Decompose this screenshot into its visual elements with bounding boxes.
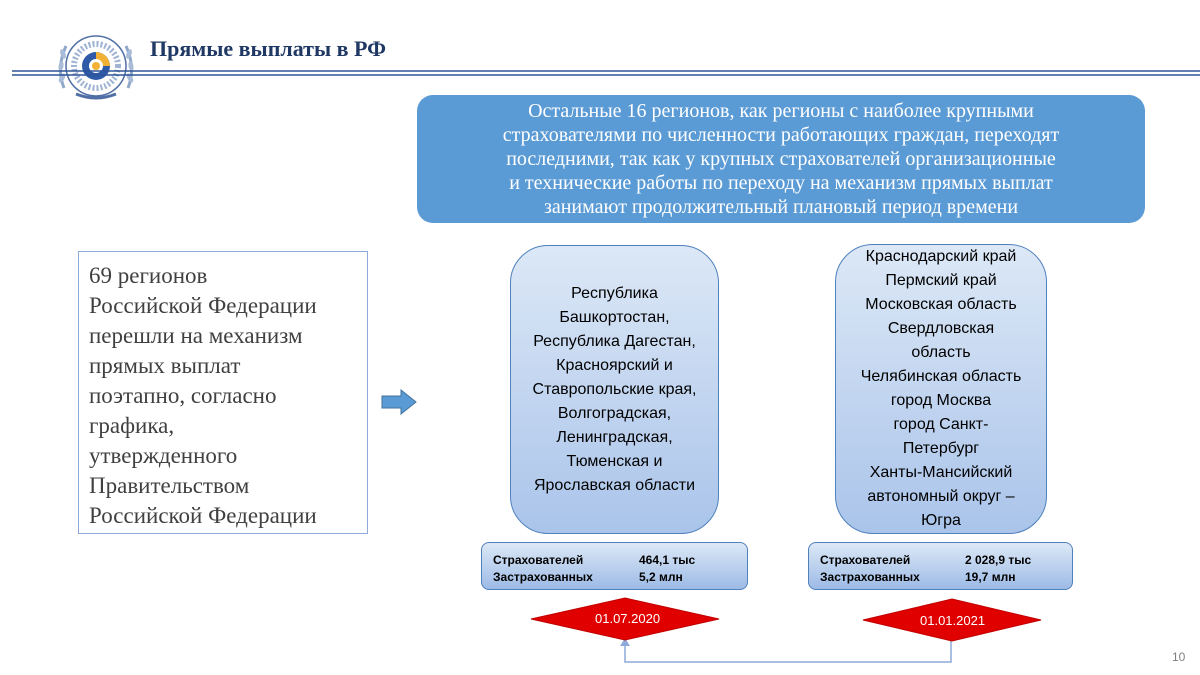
region-line: Тюменская и — [566, 452, 663, 470]
insurers-label: Страхователей — [820, 553, 911, 567]
region-line: Республика Дагестан, — [533, 332, 696, 350]
region-line: Башкортостан, — [559, 308, 670, 326]
region-line: Югра — [921, 512, 961, 529]
region-line: Ставропольские края, — [532, 380, 697, 398]
region-line: Ленинградская, — [556, 428, 673, 446]
region-line: Петербург — [902, 440, 980, 457]
date-marker-1 — [530, 597, 720, 641]
region-line: Красноярский и — [556, 356, 673, 374]
region-line: Свердловская — [887, 320, 995, 337]
summary-banner — [417, 95, 1145, 223]
region-line: Пермский край — [885, 272, 997, 289]
banner-line: занимают продолжительный плановый период времени — [543, 196, 1019, 218]
region-line: город Санкт- — [893, 416, 989, 433]
date-label: 01.07.2020 — [595, 611, 661, 626]
left-box-line: поэтапно, согласно — [89, 383, 277, 408]
group-2-stats — [808, 542, 1073, 590]
date-label: 01.01.2021 — [920, 613, 986, 628]
insured-label: Застрахованных — [493, 570, 593, 584]
insurers-label: Страхователей — [493, 553, 584, 567]
left-box-line: 69 регионов — [89, 263, 208, 288]
region-group-1 — [510, 245, 719, 534]
region-line: город Москва — [890, 392, 992, 409]
header-divider — [12, 66, 1200, 74]
left-box-line: графика, — [89, 413, 175, 438]
banner-line: и технические работы по переходу на механизм прямых выплат — [509, 172, 1053, 194]
region-line: Ярославская области — [533, 476, 696, 494]
banner-line: страхователями по численности работающих граждан, переходят — [502, 124, 1060, 146]
group-1-stats — [481, 542, 748, 590]
region-line: автономный округ – — [867, 488, 1015, 505]
left-box-line: Российской Федерации — [89, 503, 317, 528]
banner-line: Остальные 16 регионов, как регионы с наиболее крупными — [528, 100, 1034, 122]
region-group-2 — [835, 244, 1047, 534]
region-line: Ханты-Мансийский — [869, 464, 1013, 481]
region-line: Челябинская область — [860, 368, 1022, 385]
insured-value: 19,7 млн — [965, 570, 1016, 584]
region-line: Московская область — [865, 296, 1017, 313]
left-box-line: Российской Федерации — [89, 293, 317, 318]
right-arrow-icon — [381, 389, 417, 415]
left-box-line: перешли на механизм — [89, 323, 303, 348]
left-box-line: прямых выплат — [89, 353, 241, 378]
banner-line: последними, так как у крупных страхователей организационные — [506, 148, 1056, 170]
region-line: область — [911, 344, 971, 361]
insured-value: 5,2 млн — [639, 570, 683, 584]
region-line: Волгоградская, — [557, 404, 672, 422]
left-box-line: утвержденного — [89, 443, 238, 468]
insured-label: Застрахованных — [820, 570, 920, 584]
insurers-value: 464,1 тыс — [639, 553, 696, 567]
region-line: Краснодарский край — [865, 248, 1017, 265]
insurers-value: 2 028,9 тыс — [965, 553, 1032, 567]
date-marker-2 — [862, 598, 1042, 642]
region-line: Республика — [571, 284, 658, 302]
left-box-line: Правительством — [89, 473, 250, 498]
regions-transition-text-box — [78, 251, 368, 534]
page-number: 10 — [1172, 650, 1186, 664]
page-title: Прямые выплаты в РФ — [150, 36, 387, 61]
